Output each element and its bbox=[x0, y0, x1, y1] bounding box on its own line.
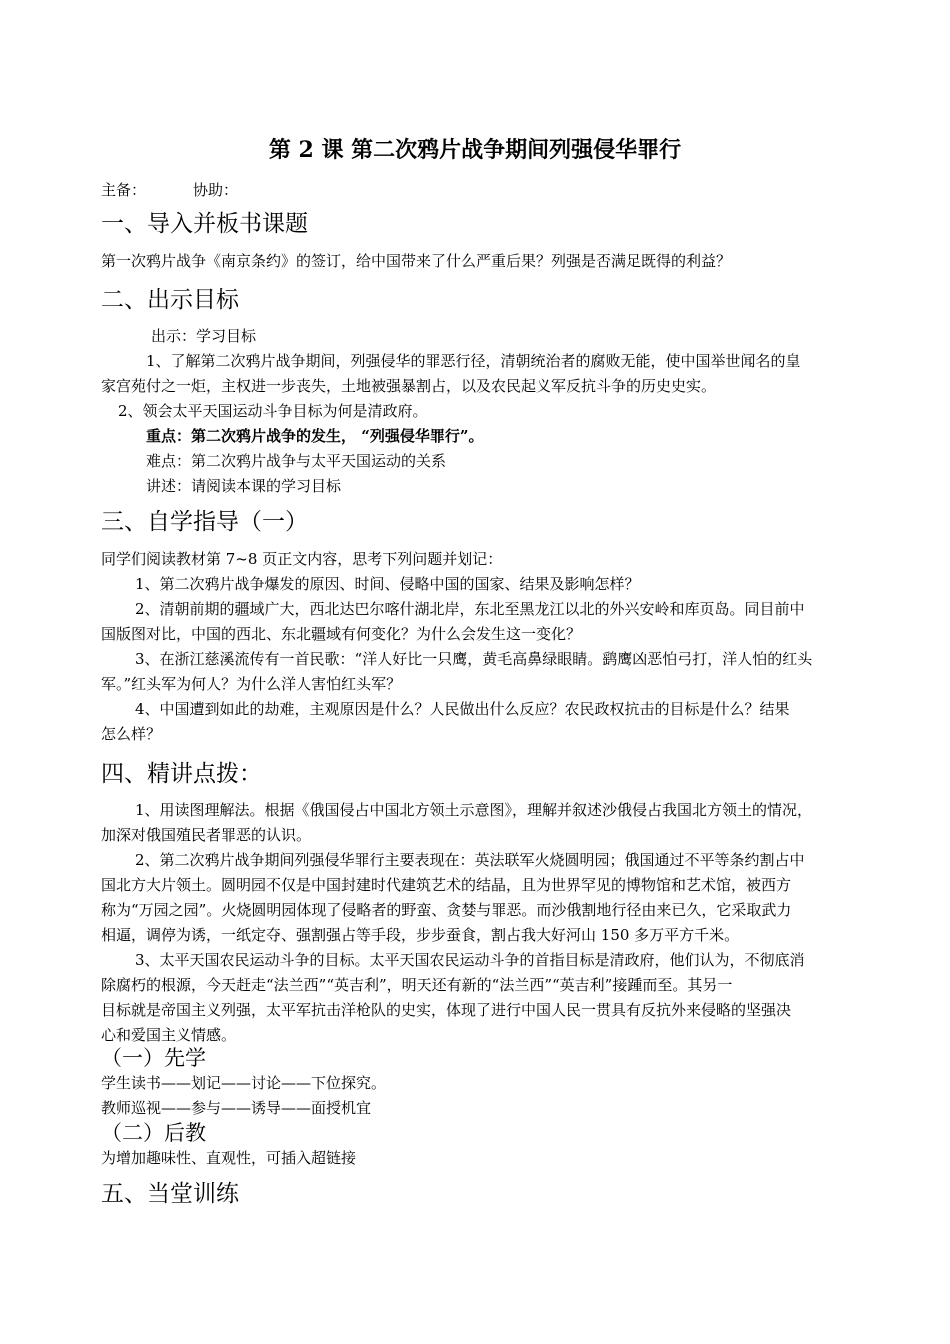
section-4-heading: 四、精讲点拨： bbox=[101, 761, 262, 787]
point-1-line-2: 加深对俄国殖民者罪恶的认识。 bbox=[101, 826, 312, 844]
goal-2: 2、领会太平天国运动斗争目标为何是清政府。 bbox=[118, 402, 428, 420]
point-3-line-3: 目标就是帝国主义列强，太平军抗击洋枪队的史实，体现了进行中国人民一贯具有反抗外来侵略的坚强决 bbox=[101, 1001, 792, 1019]
point-3-line-1: 3、太平天国农民运动斗争的目标。太平天国农民运动斗争的首指目标是清政府，他们认为，不彻底消 bbox=[135, 951, 805, 969]
subsection-1-line-2: 教师巡视——参与——诱导——面授机宜 bbox=[101, 1099, 372, 1117]
author-label: 主备： bbox=[101, 181, 147, 199]
difficult-point: 难点：第二次鸦片战争与太平天国运动的关系 bbox=[146, 452, 447, 470]
point-2-line-3: 称为“万园之园”。火烧圆明园体现了侵略者的野蛮、贪婪与罪恶。而沙俄割地行径由来已久，它采取武力 bbox=[101, 901, 792, 919]
point-2-line-1: 2、第二次鸦片战争期间列强侵华罪行主要表现在：英法联军火烧圆明园；俄国通过不平等条约割占中 bbox=[135, 851, 805, 869]
goals-label: 出示：学习目标 bbox=[151, 327, 257, 345]
subsection-2-line-1: 为增加趣味性、直观性，可插入超链接 bbox=[101, 1149, 357, 1167]
key-point: 重点：第二次鸦片战争的发生， “列强侵华罪行”。 bbox=[146, 427, 484, 445]
assistant-label: 协助： bbox=[193, 181, 239, 199]
point-2-line-4: 相逼，调停为诱，一纸定夺、强割强占等手段，步步蚕食，割占我大好河山 150 多万平方千米。 bbox=[101, 926, 740, 944]
question-4-line-1: 4、中国遭到如此的劫难，主观原因是什么？人民做出什么反应？农民政权抗击的目标是什么？结果 bbox=[135, 700, 790, 718]
question-2-line-2: 国版图对比，中国的西北、东北疆域有何变化？为什么会发生这一变化？ bbox=[101, 625, 582, 643]
question-2-line-1: 2、清朝前期的疆域广大，西北达巴尔喀什湖北岸，东北至黑龙江以北的外兴安岭和库页岛。同目前中 bbox=[135, 600, 805, 618]
section-1-heading: 一、导入并板书课题 bbox=[101, 211, 308, 237]
subsection-1-line-1: 学生读书——划记——讨论——下位探究。 bbox=[101, 1074, 387, 1092]
subsection-1-heading: （一）先学 bbox=[101, 1046, 206, 1070]
section-5-heading: 五、当堂训练 bbox=[101, 1181, 239, 1207]
explain-note: 讲述：请阅读本课的学习目标 bbox=[146, 477, 342, 495]
point-1-line-1: 1、用读图理解法。根据《俄国侵占中国北方领土示意图》，理解并叙述沙俄侵占我国北方领土的情况， bbox=[135, 801, 813, 819]
point-3-line-2: 除腐朽的根源，今天赶走“法兰西”“英吉利”，明天还有新的“法兰西”“英吉利”接踵而至。其另一 bbox=[101, 976, 733, 994]
section-1-text: 第一次鸦片战争《南京条约》的签订，给中国带来了什么严重后果？列强是否满足既得的利益？ bbox=[101, 252, 732, 270]
section-3-intro: 同学们阅读教材第 7~8 页正文内容，思考下列问题并划记： bbox=[101, 550, 503, 568]
point-2-line-2: 国北方大片领土。圆明园不仅是中国封建时代建筑艺术的结晶，且为世界罕见的博物馆和艺术馆，被西方 bbox=[101, 876, 792, 894]
question-4-line-2: 怎么样？ bbox=[101, 725, 162, 743]
goal-1-line-2: 家宫苑付之一炬，主权进一步丧失，土地被强暴割占，以及农民起义军反抗斗争的历史史实。 bbox=[101, 377, 717, 395]
section-3-heading: 三、自学指导（一） bbox=[101, 509, 308, 535]
section-2-heading: 二、出示目标 bbox=[101, 287, 239, 313]
question-3-line-1: 3、在浙江慈溪流传有一首民歌：“洋人好比一只鹰，黄毛高鼻绿眼睛。鹞鹰凶恶怕弓打，洋人怕的红头 bbox=[135, 650, 813, 668]
question-1: 1、第二次鸦片战争爆发的原因、时间、侵略中国的国家、结果及影响怎样？ bbox=[135, 575, 640, 593]
subsection-2-heading: （二）后教 bbox=[101, 1121, 206, 1145]
question-3-line-2: 军。”红头军为何人？为什么洋人害怕红头军？ bbox=[101, 675, 402, 693]
point-3-line-4: 心和爱国主义情感。 bbox=[101, 1026, 237, 1044]
lesson-title: 第 2 课 第二次鸦片战争期间列强侵华罪行 bbox=[268, 137, 682, 163]
goal-1-line-1: 1、了解第二次鸦片战争期间，列强侵华的罪恶行径，清朝统治者的腐败无能，使中国举世闻名的皇 bbox=[146, 352, 801, 370]
